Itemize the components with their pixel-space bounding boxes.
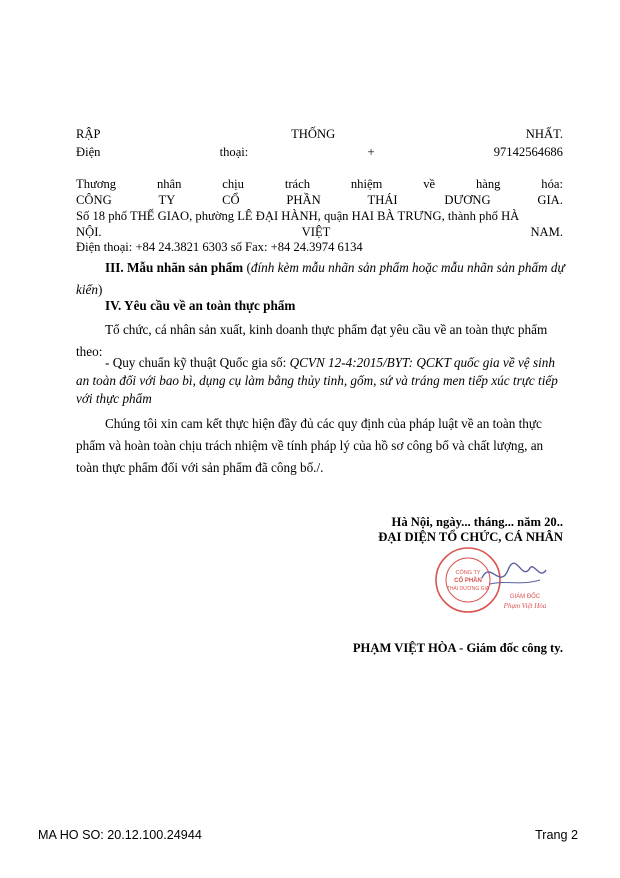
- paren-close: ): [97, 282, 103, 297]
- handwritten-signature: [482, 563, 546, 578]
- word: trách: [284, 177, 310, 191]
- address-word: RẬP: [76, 127, 101, 141]
- phone-line: [76, 145, 563, 160]
- phone-number: 97142564686: [493, 145, 563, 159]
- section-4-regulation: [76, 354, 566, 408]
- stamp-text: CỔ PHẦN: [454, 578, 482, 584]
- address-continuation: [76, 127, 563, 142]
- address-word: THỐNG: [291, 127, 336, 141]
- stamp-name: Phạm Việt Hòa: [503, 602, 547, 610]
- section-3-heading: III. Mẫu nhãn sản phẩm: [105, 260, 244, 275]
- word: NAM.: [530, 225, 563, 239]
- page-number: Trang 2: [535, 828, 578, 842]
- word: VIỆT: [301, 225, 331, 239]
- word: chịu: [222, 177, 244, 191]
- word: hàng: [475, 177, 501, 191]
- date-line: Hà Nội, ngày... tháng... năm 20..: [391, 515, 563, 529]
- signer-name: PHẠM VIỆT HÒA - Giám đốc công ty.: [352, 641, 563, 655]
- word: hóa:: [541, 177, 563, 191]
- word: TY: [158, 193, 176, 207]
- word: DƯƠNG: [444, 193, 491, 207]
- responsible-phone: Điện thoại: +84 24.3821 6303 số Fax: +84 24.3974 6134: [76, 240, 363, 254]
- stamp-text: CÔNG TY: [455, 570, 481, 576]
- word: nhân: [156, 177, 182, 191]
- word: NỘI.: [76, 225, 102, 239]
- phone-plus: +: [367, 145, 375, 159]
- document-code: MA HO SO: 20.12.100.24944: [38, 828, 202, 842]
- word: GIA.: [537, 193, 563, 207]
- responsible-address-cont: [76, 225, 563, 240]
- stamp-text: THÁI DƯƠNG GIA: [446, 586, 490, 592]
- phone-label-2: thoại:: [219, 145, 249, 159]
- section-3-note: đính kèm mẫu nhãn sản phẩm hoặc mẫu nhãn sản phẩm dự kiến: [76, 260, 565, 297]
- section-4-intro: Tổ chức, cá nhân sản xuất, kinh doanh thực phẩm đạt yêu cầu về an toàn thực phẩm theo:: [76, 322, 548, 359]
- word: về: [423, 177, 436, 191]
- address-word: NHẤT.: [525, 127, 563, 141]
- paren-open: (: [243, 260, 251, 275]
- responsible-line-1: [76, 177, 563, 192]
- stamp-title: GIÁM ĐỐC: [509, 594, 541, 600]
- word: CỔ: [222, 193, 240, 207]
- word: PHẦN: [286, 193, 321, 207]
- section-4-heading: IV. Yêu cầu về an toàn thực phẩm: [105, 298, 296, 313]
- word: Thương: [76, 177, 117, 191]
- section-4-commitment: Chúng tôi xin cam kết thực hiện đầy đủ các quy định của pháp luật về an toàn thực phẩm và hoàn toàn chịu trách nhiệm về tính pháp lý của hồ sơ công bố và chất lượng, an toàn thực phẩm đối với sản phẩm đã công bố./.: [76, 416, 544, 475]
- word: CÔNG: [76, 193, 112, 207]
- responsible-address: Số 18 phố THẾ GIAO, phường LÊ ĐẠI HÀNH, quận HAI BÀ TRƯNG, thành phố HÀ: [76, 209, 520, 223]
- word: nhiệm: [350, 177, 383, 191]
- responsible-company: [76, 193, 563, 208]
- word: THÁI: [367, 193, 398, 207]
- signature-stroke: [490, 580, 540, 584]
- company-stamp: [430, 540, 570, 620]
- representative-title: ĐẠI DIỆN TỔ CHỨC, CÁ NHÂN: [378, 530, 563, 544]
- regulation-prefix: - Quy chuẩn kỹ thuật Quốc gia số:: [105, 355, 290, 370]
- regulation-text: QCVN 12-4:2015/BYT: QCKT quốc gia về vệ sinh an toàn đối với bao bì, dụng cụ làm bằng thủy tinh, gốm, sứ và tráng men tiếp xúc trực tiếp với thực phẩm: [76, 355, 558, 406]
- phone-label: Điện: [76, 145, 101, 159]
